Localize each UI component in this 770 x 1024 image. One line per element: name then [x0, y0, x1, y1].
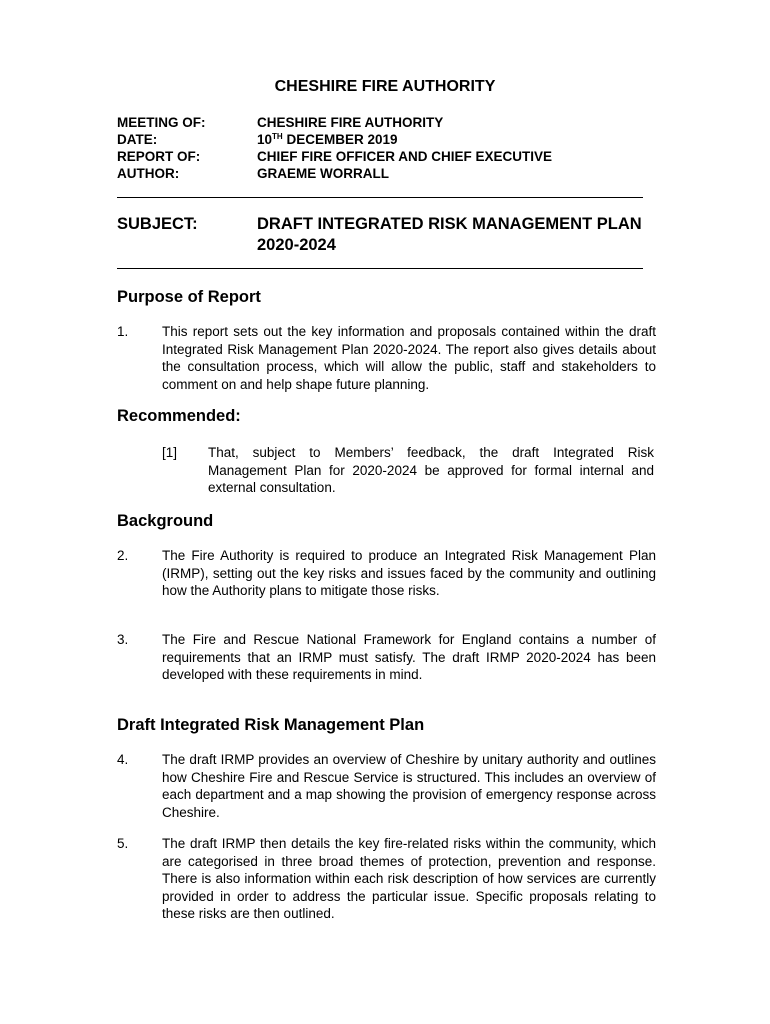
date-row	[117, 131, 552, 148]
paragraph-number: 4.	[117, 752, 129, 767]
author-row	[117, 165, 552, 182]
date-ordinal: TH	[272, 132, 283, 141]
report-of-value: CHIEF FIRE OFFICER AND CHIEF EXECUTIVE	[257, 149, 553, 164]
paragraph-number: 1.	[117, 324, 129, 339]
report-of-label: REPORT OF:	[117, 149, 201, 164]
paragraph-5	[117, 835, 656, 923]
paragraph-text: The Fire and Rescue National Framework for England contains a number of requirements that an IRMP must satisfy. The draft IRMP 2020-2024 has been developed with these requirements in mind.	[162, 632, 656, 682]
subject-value: DRAFT INTEGRATED RISK MANAGEMENT PLAN 2020-2024	[257, 215, 642, 254]
draft-irmp-heading: Draft Integrated Risk Management Plan	[117, 716, 425, 734]
meeting-of-row	[117, 114, 552, 131]
date-day: 10	[257, 132, 273, 147]
meeting-of-label: MEETING OF:	[117, 115, 206, 130]
date-label: DATE:	[117, 132, 158, 147]
subject-label: SUBJECT:	[117, 215, 198, 233]
divider-bottom	[117, 268, 643, 269]
recommendation-text: That, subject to Members’ feedback, the draft Integrated Risk Management Plan for 2020-2024 be approved for formal internal and external consultation.	[208, 445, 654, 495]
recommendation-1	[162, 444, 654, 497]
document-title: CHESHIRE FIRE AUTHORITY	[274, 78, 496, 95]
recommendation-number: [1]	[162, 445, 178, 460]
date-month-year: DECEMBER 2019	[282, 132, 398, 147]
paragraph-text: The draft IRMP then details the key fire-related risks within the community, which are categorised in three broad themes of protection, prevention and response. There is also information within each risk description of how services are currently provided in order to address the particular issue. Specific proposals relating to these risks are then outlined.	[162, 836, 656, 921]
paragraph-2	[117, 547, 656, 600]
subject-block	[117, 214, 647, 256]
purpose-heading: Purpose of Report	[117, 288, 261, 306]
paragraph-number: 3.	[117, 632, 129, 647]
divider-top	[117, 197, 643, 198]
paragraph-text: The draft IRMP provides an overview of Cheshire by unitary authority and outlines how Cheshire Fire and Rescue Service is structured. This includes an overview of each department and a map showing the provision of emergency response across Cheshire.	[162, 752, 656, 820]
meeting-details	[117, 114, 552, 182]
paragraph-4	[117, 751, 656, 821]
paragraph-text: The Fire Authority is required to produce an Integrated Risk Management Plan (IRMP), setting out the key risks and issues faced by the community and outlining how the Authority plans to mitigate those risks.	[162, 548, 656, 598]
date-value	[257, 131, 398, 148]
report-of-row	[117, 148, 552, 165]
recommended-heading: Recommended:	[117, 407, 241, 425]
paragraph-1	[117, 323, 656, 393]
paragraph-number: 2.	[117, 548, 129, 563]
author-value: GRAEME WORRALL	[257, 166, 389, 181]
meeting-of-value: CHESHIRE FIRE AUTHORITY	[257, 115, 444, 130]
background-heading: Background	[117, 512, 214, 530]
paragraph-text: This report sets out the key information and proposals contained within the draft Integrated Risk Management Plan 2020-2024. The report also gives details about the consultation process, which will allow the public, staff and stakeholders to comment on and help shape future planning.	[162, 324, 656, 392]
paragraph-number: 5.	[117, 836, 129, 851]
paragraph-3	[117, 631, 656, 684]
author-label: AUTHOR:	[117, 166, 180, 181]
